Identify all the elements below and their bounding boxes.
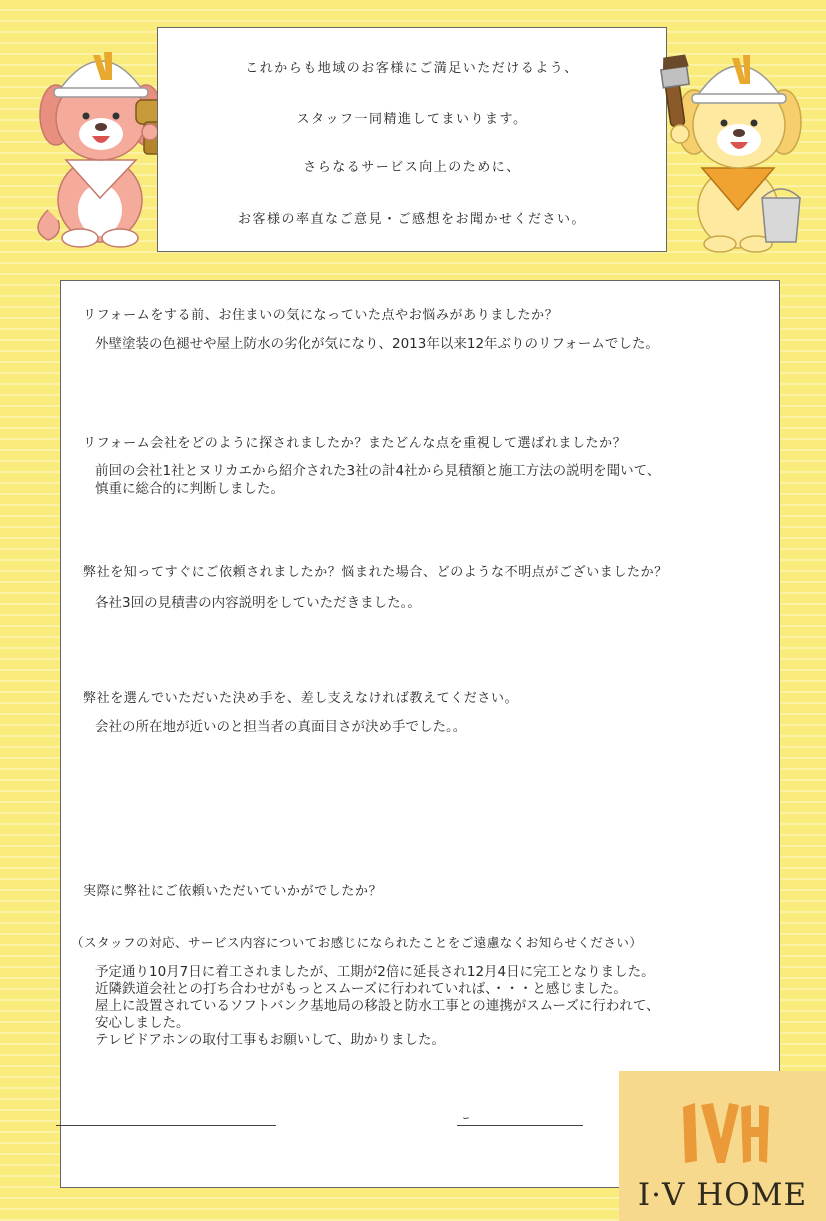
dog-with-paintbrush-icon: [650, 30, 810, 255]
question-3: 弊社を知ってすぐにご依頼されましたか？悩まれた場合、どのような不明点がございましたか？: [83, 565, 668, 580]
greeting-line-1: これからも地域のお客様にご満足いただけるよう、: [245, 61, 579, 76]
answer-2-line-2: 慎重に総合的に判断しました。: [95, 481, 284, 497]
greeting-line-3: さらなるサービス向上のために、: [303, 160, 521, 175]
answer-5-line-5: テレビドアホンの取付工事もお願いして、助かりました。: [95, 1032, 446, 1048]
question-4: 弊社を選んでいただいた決め手を、差し支えなければ教えてください。: [83, 691, 519, 706]
answer-3-line-1: 各社3回の見積書の内容説明をしていただきました。。: [95, 595, 421, 611]
question-1: リフォームをする前、お住まいの気になっていた点やお悩みがありましたか？: [83, 308, 559, 323]
answer-5-line-3: 屋上に設置されているソフトバンク基地局の移設と防水工事との連携がスムーズに行われて、: [95, 998, 660, 1014]
answer-5-line-2: 近隣鉄道会社との打ち合わせがもっとスムーズに行われていれば、・・・と感じました。: [95, 981, 627, 997]
question-2: リフォーム会社をどのように探されましたか？またどんな点を重視して選ばれましたか？: [83, 436, 627, 451]
answer-5-line-1: 予定通り10月7日に着工されましたが、工期が2倍に延長され12月4日に完工となりました。: [95, 964, 655, 980]
signature-line-right: [457, 1125, 583, 1126]
answer-1-line-1: 外壁塗装の色褪せや屋上防水の劣化が気になり、2013年以来12年ぶりのリフォームでした。: [95, 336, 659, 352]
answer-5-line-4: 安心しました。: [95, 1015, 190, 1031]
company-logo: [619, 1071, 826, 1221]
greeting-box: [157, 27, 667, 252]
survey-box: [60, 280, 780, 1188]
question-5-note: （スタッフの対応、サービス内容についてお感じになられたことをご遠慮なくお知らせください）: [71, 935, 643, 950]
signature-line-left: [56, 1125, 276, 1126]
answer-2-line-1: 前回の会社1社とヌリカエから紹介された3社の計4社から見積額と施工方法の説明を聞いて、: [95, 463, 661, 479]
answer-4-line-1: 会社の所在地が近いのと担当者の真面目さが決め手でした。。: [95, 719, 467, 735]
company-name: I·V HOME: [637, 1177, 808, 1213]
question-5: 実際に弊社にご依頼いただいていかがでしたか？: [83, 884, 383, 899]
greeting-line-2: スタッフ一同精進してまいります。: [296, 112, 528, 127]
ivh-logo-mark-icon: [681, 1099, 769, 1165]
signature-mark: ｰ: [463, 1111, 470, 1125]
greeting-line-4: お客様の率直なご意見・ご感想をお聞かせください。: [237, 212, 586, 227]
